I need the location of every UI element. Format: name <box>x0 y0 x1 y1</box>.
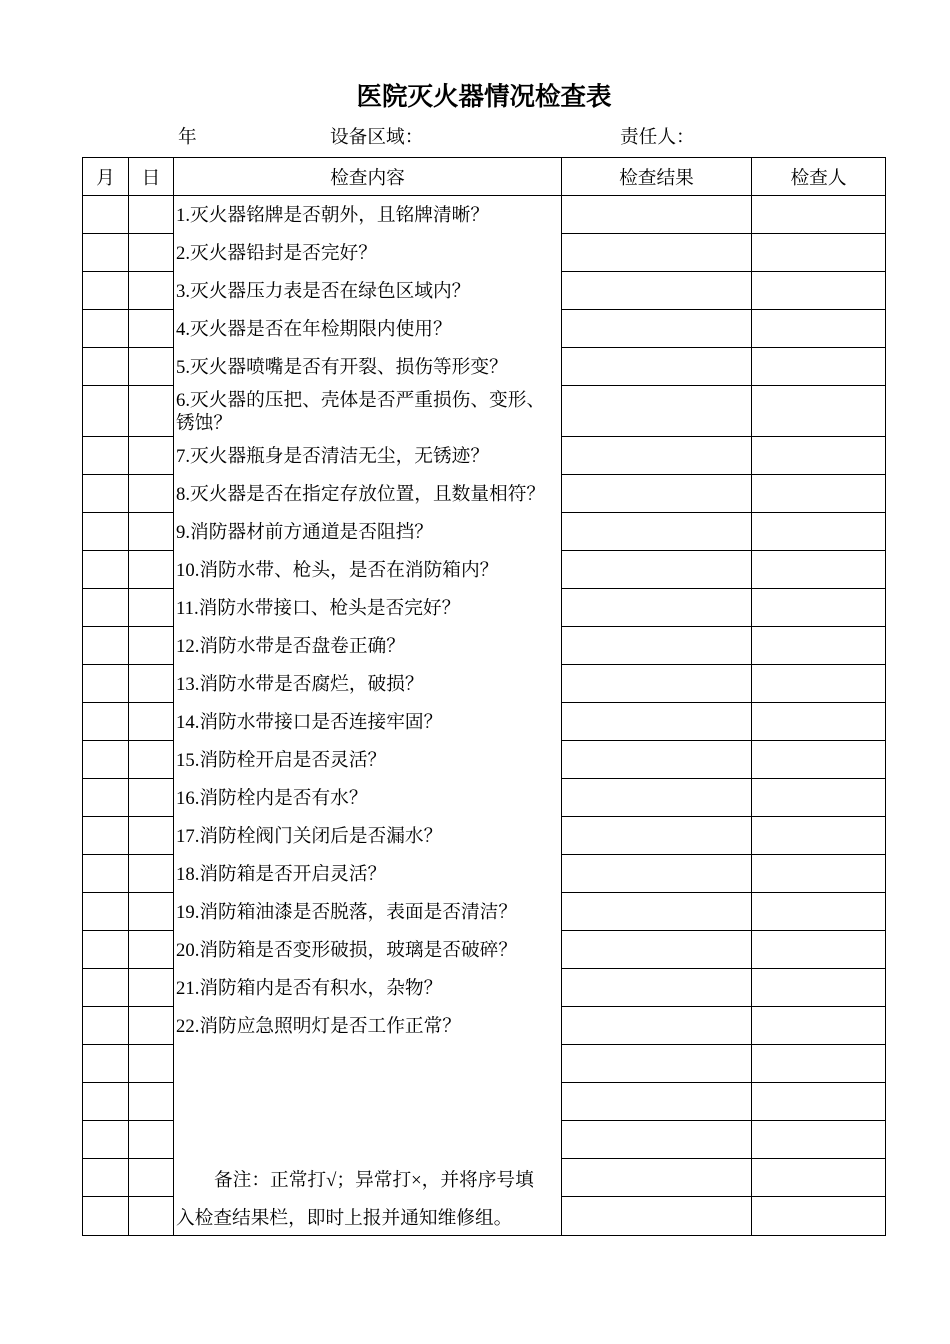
inspection-item-18: 18.消防箱是否开启灵活？ <box>176 863 387 885</box>
month-cell <box>83 931 129 969</box>
inspection-content-cell <box>174 196 562 1236</box>
header-result: 检查结果 <box>562 158 752 196</box>
inspection-item-19: 19.消防箱油漆是否脱落，表面是否清洁？ <box>176 901 518 923</box>
inspector-cell <box>752 234 886 272</box>
inspector-cell <box>752 386 886 437</box>
result-cell <box>562 665 752 703</box>
inspection-item-16: 16.消防栓内是否有水？ <box>176 787 368 809</box>
day-cell <box>129 234 174 272</box>
day-cell <box>129 893 174 931</box>
month-cell <box>83 893 129 931</box>
result-cell <box>562 386 752 437</box>
inspection-item-3: 3.灭火器压力表是否在绿色区域内？ <box>176 280 471 302</box>
equipment-area-label: 设备区域： <box>330 127 424 148</box>
day-cell <box>129 1159 174 1197</box>
result-cell <box>562 589 752 627</box>
inspection-table <box>82 157 886 1236</box>
result-cell <box>562 703 752 741</box>
result-cell <box>562 348 752 386</box>
result-cell <box>562 196 752 234</box>
day-cell <box>129 437 174 475</box>
day-cell <box>129 627 174 665</box>
month-cell <box>83 475 129 513</box>
month-cell <box>83 1083 129 1121</box>
inspection-item-2: 2.灭火器铅封是否完好？ <box>176 242 377 264</box>
inspector-cell <box>752 513 886 551</box>
inspector-cell <box>752 893 886 931</box>
inspection-item-13: 13.消防水带是否腐烂，破损？ <box>176 673 424 695</box>
month-cell <box>83 196 129 234</box>
day-cell <box>129 1045 174 1083</box>
day-cell <box>129 969 174 1007</box>
day-cell <box>129 310 174 348</box>
result-cell <box>562 513 752 551</box>
inspection-item-17: 17.消防栓阀门关闭后是否漏水？ <box>176 825 443 847</box>
day-cell <box>129 196 174 234</box>
month-cell <box>83 779 129 817</box>
result-cell <box>562 1007 752 1045</box>
result-cell <box>562 475 752 513</box>
month-cell <box>83 513 129 551</box>
inspector-cell <box>752 855 886 893</box>
month-cell <box>83 1121 129 1159</box>
month-cell <box>83 665 129 703</box>
inspection-item-14: 14.消防水带接口是否连接牢固？ <box>176 711 443 733</box>
result-cell <box>562 437 752 475</box>
result-cell <box>562 1045 752 1083</box>
day-cell <box>129 475 174 513</box>
inspector-cell <box>752 779 886 817</box>
month-cell <box>83 817 129 855</box>
day-cell <box>129 513 174 551</box>
inspector-cell <box>752 272 886 310</box>
day-cell <box>129 855 174 893</box>
month-cell <box>83 272 129 310</box>
result-cell <box>562 969 752 1007</box>
result-cell <box>562 551 752 589</box>
day-cell <box>129 1197 174 1236</box>
inspection-item-20: 20.消防箱是否变形破损，玻璃是否破碎？ <box>176 939 518 961</box>
inspector-cell <box>752 741 886 779</box>
inspector-cell <box>752 969 886 1007</box>
result-cell <box>562 893 752 931</box>
inspector-cell <box>752 475 886 513</box>
day-cell <box>129 665 174 703</box>
month-cell <box>83 348 129 386</box>
month-cell <box>83 1159 129 1197</box>
month-cell <box>83 1197 129 1236</box>
result-cell <box>562 1197 752 1236</box>
inspection-item-10: 10.消防水带、枪头，是否在消防箱内？ <box>176 559 499 581</box>
month-cell <box>83 310 129 348</box>
inspector-cell <box>752 1159 886 1197</box>
result-cell <box>562 627 752 665</box>
result-cell <box>562 817 752 855</box>
month-cell <box>83 234 129 272</box>
month-cell <box>83 703 129 741</box>
inspection-item-22: 22.消防应急照明灯是否工作正常？ <box>176 1015 461 1037</box>
inspection-item-12: 12.消防水带是否盘卷正确？ <box>176 635 405 657</box>
remark-line-1: 备注：正常打√；异常打×，并将序号填 <box>214 1170 534 1191</box>
result-cell <box>562 272 752 310</box>
inspector-cell <box>752 310 886 348</box>
inspection-item-6: 6.灭火器的压把、壳体是否严重损伤、变形、锈蚀？ <box>176 389 546 434</box>
day-cell <box>129 589 174 627</box>
inspector-cell <box>752 589 886 627</box>
day-cell <box>129 741 174 779</box>
inspection-item-21: 21.消防箱内是否有积水，杂物？ <box>176 977 443 999</box>
result-cell <box>562 310 752 348</box>
inspector-cell <box>752 348 886 386</box>
day-cell <box>129 1121 174 1159</box>
month-cell <box>83 589 129 627</box>
remark-line-2: 入检查结果栏，即时上报并通知维修组。 <box>176 1208 513 1229</box>
day-cell <box>129 1083 174 1121</box>
result-cell <box>562 1121 752 1159</box>
month-cell <box>83 386 129 437</box>
inspector-cell <box>752 931 886 969</box>
inspector-cell <box>752 1007 886 1045</box>
day-cell <box>129 386 174 437</box>
day-cell <box>129 779 174 817</box>
month-cell <box>83 1045 129 1083</box>
inspector-cell <box>752 437 886 475</box>
month-cell <box>83 1007 129 1045</box>
result-cell <box>562 1083 752 1121</box>
inspector-cell <box>752 1121 886 1159</box>
result-cell <box>562 779 752 817</box>
result-cell <box>562 1159 752 1197</box>
result-cell <box>562 234 752 272</box>
form-title: 医院灭火器情况检查表 <box>356 82 612 111</box>
month-cell <box>83 437 129 475</box>
inspection-item-9: 9.消防器材前方通道是否阻挡？ <box>176 521 433 543</box>
month-cell <box>83 741 129 779</box>
inspector-cell <box>752 627 886 665</box>
inspection-item-1: 1.灭火器铭牌是否朝外，且铭牌清晰？ <box>176 204 490 226</box>
inspector-cell <box>752 703 886 741</box>
day-cell <box>129 551 174 589</box>
inspector-cell <box>752 665 886 703</box>
month-cell <box>83 969 129 1007</box>
header-inspector: 检查人 <box>752 158 886 196</box>
inspector-cell <box>752 196 886 234</box>
day-cell <box>129 272 174 310</box>
inspector-cell <box>752 1083 886 1121</box>
month-cell <box>83 855 129 893</box>
result-cell <box>562 741 752 779</box>
month-cell <box>83 627 129 665</box>
inspector-cell <box>752 817 886 855</box>
day-cell <box>129 703 174 741</box>
inspector-cell <box>752 1197 886 1236</box>
inspection-item-4: 4.灭火器是否在年检期限内使用？ <box>176 318 452 340</box>
inspection-item-15: 15.消防栓开启是否灵活？ <box>176 749 387 771</box>
day-cell <box>129 931 174 969</box>
inspection-item-7: 7.灭火器瓶身是否清洁无尘，无锈迹？ <box>176 445 490 467</box>
inspection-item-11: 11.消防水带接口、枪头是否完好？ <box>176 597 461 619</box>
day-cell <box>129 817 174 855</box>
day-cell <box>129 1007 174 1045</box>
year-label: 年 <box>178 127 197 148</box>
inspector-cell <box>752 1045 886 1083</box>
day-cell <box>129 348 174 386</box>
responsible-person-label: 责任人： <box>620 127 695 148</box>
header-content: 检查内容 <box>174 158 562 196</box>
inspector-cell <box>752 551 886 589</box>
month-cell <box>83 551 129 589</box>
result-cell <box>562 855 752 893</box>
inspection-item-8: 8.灭火器是否在指定存放位置，且数量相符？ <box>176 483 546 505</box>
header-day: 日 <box>129 158 174 196</box>
header-month: 月 <box>83 158 129 196</box>
inspection-item-5: 5.灭火器喷嘴是否有开裂、损伤等形变？ <box>176 356 508 378</box>
result-cell <box>562 931 752 969</box>
